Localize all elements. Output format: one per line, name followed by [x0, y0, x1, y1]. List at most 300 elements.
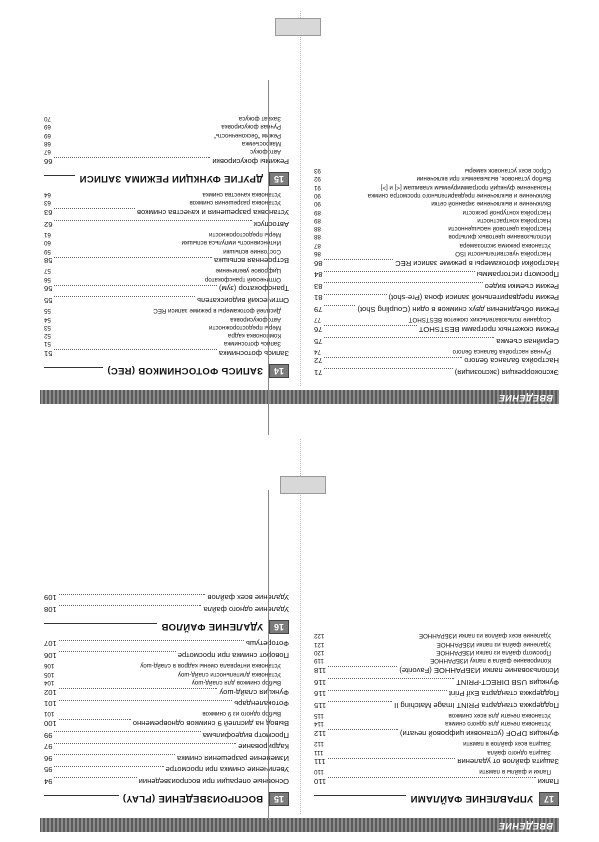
- toc-entry-page: 70: [44, 115, 51, 123]
- section-heading: [44, 172, 289, 186]
- toc-entry-page: 63: [44, 208, 53, 218]
- toc-entry-title: Оптический трансфокатор: [204, 275, 281, 283]
- toc-entry-title: Настройка баланса белого: [464, 356, 559, 366]
- toc-entry: [44, 238, 289, 246]
- toc-spread-top: [40, 437, 559, 832]
- toc-entry-title: Использование цветовых фильтров: [448, 233, 551, 241]
- toc-entry: [314, 711, 559, 719]
- toc-entry: [44, 709, 289, 717]
- toc-entry-title: Просмотр файла из папки ИЗБРАННОЕ: [436, 649, 551, 657]
- toc-entry-page: 115: [314, 712, 324, 720]
- toc-entry-title: Автоспуск: [253, 219, 289, 229]
- toc-entry: [44, 752, 289, 763]
- toc-entry-page: 112: [314, 740, 324, 748]
- toc-entry-title: Установка разрешения и качества снимков: [136, 208, 289, 218]
- toc-entry: [314, 257, 559, 268]
- toc-entry-title: Просмотр видеофильма: [202, 730, 289, 740]
- toc-entry-page: 88: [314, 233, 321, 241]
- toc-entry-page: 71: [314, 368, 323, 377]
- dot-leader: [54, 257, 212, 258]
- toc-entry-title: Поддержка стандарта PRINT Image Matching II: [394, 700, 559, 710]
- toc-entry-title: Удаление всех файлов из папки ИЗБРАННОЕ: [418, 632, 551, 640]
- toc-entry-page: 91: [314, 183, 321, 191]
- toc-entry-page: 51: [44, 349, 53, 358]
- toc-entry-page: 86: [314, 250, 321, 258]
- toc-entry: [314, 323, 559, 334]
- toc-entry-title: Изменение разрешения снимка: [177, 753, 289, 763]
- toc-entry-title: Установка качества снимка: [202, 191, 281, 199]
- toc-entry-page: 52: [44, 332, 51, 340]
- toc-entry: [44, 603, 289, 614]
- toc-entry: [44, 775, 289, 786]
- toc-entry-page: 74: [314, 347, 321, 355]
- toc-entry: [314, 335, 559, 346]
- toc-entry: [44, 218, 289, 229]
- toc-entry-page: 120: [314, 649, 325, 657]
- dot-leader: [59, 605, 202, 606]
- toc-entry: [314, 639, 559, 647]
- toc-entry: [314, 232, 559, 240]
- toc-entry: [314, 719, 559, 727]
- toc-entry-page: 92: [314, 175, 321, 183]
- toc-entry: [314, 292, 559, 303]
- toc-entry-title: Макросъемка: [241, 139, 281, 147]
- toc-entry-page: 89: [314, 208, 321, 216]
- toc-entry-title: Создание пользовательских сюжетов BESTSHOT: [408, 316, 551, 324]
- toc-entry: [314, 303, 559, 314]
- toc-entry-title: Режим сюжетных программ BESTSHOT: [418, 324, 559, 334]
- toc-entry-title: Режим съемки видео: [484, 281, 559, 291]
- toc-entry: [44, 255, 289, 266]
- toc-entry: [314, 366, 559, 377]
- dot-leader: [59, 688, 218, 689]
- dot-leader: [54, 285, 217, 286]
- toc-entry: [44, 139, 289, 147]
- page-tab-marker: [280, 476, 326, 494]
- section-number-badge: 15: [269, 172, 289, 186]
- toc-entry: [314, 747, 559, 755]
- toc-entry-page: 57: [44, 267, 51, 275]
- toc-entry-page: 86: [314, 258, 323, 268]
- section-number-badge: 16: [269, 620, 289, 634]
- toc-entry-title: Настройка чувствительности ISO: [455, 250, 551, 258]
- toc-entry: [44, 698, 289, 709]
- dot-leader: [324, 337, 494, 338]
- toc-entry-page: 83: [314, 281, 323, 291]
- toc-entry-page: 121: [314, 640, 325, 648]
- toc-entry-page: 67: [44, 148, 51, 156]
- toc-entry-page: 106: [44, 651, 57, 661]
- toc-entry: [44, 678, 289, 686]
- toc-entry-title: Настройка цветовой насыщенности: [448, 225, 551, 233]
- toc-entry-page: 115: [314, 700, 327, 710]
- toc-entry: [44, 266, 289, 274]
- toc-entry-title: Настройки фотокамеры в режиме записи REC: [395, 258, 559, 268]
- toc-entry-title: Использование папки ИЗБРАННОЕ (Favorite): [399, 665, 559, 675]
- dot-leader: [324, 325, 416, 326]
- dot-leader: [324, 294, 386, 295]
- toc-entry-page: 61: [44, 230, 51, 238]
- toc-column: [314, 166, 559, 382]
- toc-entry-page: 108: [44, 604, 57, 614]
- section-heading: [314, 792, 559, 806]
- toc-entry: [44, 638, 289, 649]
- toc-entry-title: Назначение функций программируемым клавишам [<] и [>]: [380, 183, 551, 191]
- dot-leader: [54, 208, 135, 209]
- toc-entry-title: Поддержка стандарта Exif Print: [448, 689, 559, 699]
- column-divider: [300, 439, 301, 814]
- dot-leader: [59, 640, 244, 641]
- page-tab-marker: [275, 18, 321, 36]
- toc-entry-title: Удаление одного файла: [203, 604, 289, 614]
- toc-entry: [44, 331, 289, 339]
- toc-entry-title: Фоторетушь: [245, 639, 289, 649]
- dot-leader: [328, 777, 536, 778]
- toc-entry-page: 56: [44, 284, 53, 294]
- toc-entry-title: Установка длительности слайд-шоу: [177, 670, 281, 678]
- toc-entry-page: 66: [44, 156, 53, 166]
- toc-entry-title: Папки и файлы в памяти: [479, 768, 551, 776]
- dot-leader: [324, 271, 474, 272]
- toc-entry-page: 90: [314, 200, 321, 208]
- toc-entry-title: Экспокоррекция (экспозиция): [454, 368, 559, 377]
- toc-entry: [44, 347, 289, 358]
- toc-entry-page: 95: [44, 765, 53, 775]
- toc-entry: [314, 727, 559, 738]
- toc-entry-page: 90: [314, 191, 321, 199]
- toc-column: [314, 631, 559, 810]
- toc-entry-page: 104: [44, 678, 55, 686]
- dot-leader: [328, 666, 397, 667]
- toc-entry: [44, 339, 289, 347]
- toc-entry: [314, 676, 559, 687]
- toc-entry-title: Функция USB DIRECT-PRINT: [456, 677, 559, 687]
- toc-entry-title: Фотокалендарь: [234, 699, 289, 709]
- toc-entry-page: 93: [314, 167, 321, 175]
- toc-entry-page: 84: [314, 270, 323, 280]
- toc-entry-title: Сброс всех установок камеры: [464, 167, 551, 175]
- dot-leader: [324, 305, 355, 306]
- toc-entry-title: Выбор одного из 9 снимков: [202, 710, 281, 718]
- toc-entry-title: Включение и выключение предварительного просмотра снимка: [367, 191, 551, 199]
- toc-entry-page: 97: [44, 742, 53, 752]
- toc-entry-title: Серийная съемка: [496, 336, 559, 346]
- toc-entry-title: Включение и выключение экранной сетки: [431, 200, 551, 208]
- gutter-line: [268, 490, 269, 820]
- toc-entry-page: 107: [44, 639, 57, 649]
- dot-leader: [328, 701, 392, 702]
- toc-entry-page: 118: [314, 665, 327, 675]
- toc-entry: [314, 355, 559, 366]
- toc-entry-page: 69: [44, 131, 51, 139]
- toc-entry: [44, 592, 289, 603]
- toc-entry-title: Захват фокуса: [238, 115, 281, 123]
- toc-entry: [44, 661, 289, 669]
- dot-leader: [54, 766, 163, 767]
- toc-entry-title: Защита файлов от удаления: [457, 757, 559, 767]
- toc-entry-page: 77: [314, 316, 321, 324]
- dot-leader: [324, 282, 482, 283]
- dot-leader: [54, 157, 210, 158]
- section-rule: [314, 795, 406, 803]
- dot-leader: [54, 777, 136, 778]
- toc-entry-page: 72: [314, 356, 323, 366]
- toc-entry: [314, 699, 559, 710]
- toc-entry: [314, 767, 559, 775]
- dot-leader: [59, 700, 232, 701]
- toc-entry-title: Установка интервала смены кадров в слайд-шоу: [140, 662, 281, 670]
- section-rule: [44, 795, 119, 803]
- section-title: ВОСПРОИЗВЕДЕНИЕ (PLAY): [122, 793, 263, 805]
- toc-entry: [44, 283, 289, 294]
- toc-entry-page: 58: [44, 256, 53, 266]
- toc-entry-title: Состояние вспышки: [223, 247, 281, 255]
- toc-entry-title: Папки: [537, 777, 559, 786]
- toc-entry: [314, 631, 559, 639]
- toc-entry: [44, 649, 289, 660]
- dot-leader: [324, 357, 462, 358]
- toc-entry-title: Встроенная вспышка: [214, 256, 289, 266]
- dot-leader: [328, 758, 456, 759]
- toc-entry-title: Удаление всех файлов: [207, 593, 289, 603]
- section-rule: [44, 367, 103, 375]
- toc-entry: [44, 686, 289, 697]
- toc-entry-title: Просмотр гистограммы: [476, 270, 559, 280]
- toc-entry-title: Автофокус: [250, 148, 281, 156]
- toc-entry-title: Защита одного файла: [487, 748, 551, 756]
- section-title: УПРАВЛЕНИЕ ФАЙЛАМИ: [410, 793, 533, 805]
- toc-entry: [44, 190, 289, 198]
- dot-leader: [324, 259, 393, 260]
- toc-entry-title: Режимы фокусировки: [212, 156, 289, 166]
- toc-entry-title: Цифровое увеличение: [215, 267, 281, 275]
- header-bar: [40, 390, 559, 404]
- toc-entry: [314, 269, 559, 280]
- dot-leader: [59, 651, 176, 652]
- toc-entry-title: Ручная настройка баланса белого: [452, 347, 551, 355]
- toc-entry-page: 116: [314, 677, 327, 687]
- toc-entry: [44, 246, 289, 254]
- toc-entry: [44, 717, 289, 728]
- toc-entry-page: 89: [314, 216, 321, 224]
- toc-entry-title: Режим "бесконечность": [213, 131, 281, 139]
- toc-entry-page: 109: [44, 593, 57, 603]
- toc-entry-title: Функция DPOF (установки цифровой печати): [399, 728, 559, 738]
- toc-entry-title: Режим объединения двух снимков в один (Coupling Shot): [357, 305, 559, 315]
- toc-entry-title: Основные операции при воспроизведении: [138, 777, 289, 786]
- toc-entry: [314, 207, 559, 215]
- dot-leader: [328, 729, 398, 730]
- toc-entry-page: 56: [44, 275, 51, 283]
- toc-entry-title: Защита всех файлов в памяти: [463, 740, 551, 748]
- toc-entry-title: Увеличение снимка при просмотре: [165, 765, 289, 775]
- toc-entry-title: Выбор установок, вызываемых при включении: [416, 175, 551, 183]
- toc-entry-page: 114: [314, 720, 324, 728]
- toc-entry: [314, 182, 559, 190]
- toc-entry-page: 94: [44, 777, 53, 786]
- toc-entry-page: 122: [314, 632, 325, 640]
- dot-leader: [54, 754, 175, 755]
- section-title: ЗАПИСЬ ФОТОСНИМКОВ (REC): [107, 365, 263, 377]
- toc-entry-page: 68: [44, 139, 51, 147]
- toc-entry: [44, 155, 289, 166]
- toc-spread-bottom: [40, 9, 559, 404]
- toc-column: [44, 114, 289, 382]
- toc-entry: [314, 756, 559, 767]
- toc-entry-title: Установка режима экспозамера: [459, 241, 551, 249]
- toc-entry: [44, 198, 289, 206]
- toc-entry-title: Установка печати для одного снимка: [445, 720, 551, 728]
- toc-entry-page: 106: [44, 662, 55, 670]
- toc-entry-title: Функция слайд-шоу: [219, 687, 289, 697]
- toc-entry-page: 81: [314, 293, 323, 303]
- toc-entry: [314, 174, 559, 182]
- toc-entry-title: Автофокусировка: [230, 315, 281, 323]
- toc-entry: [44, 130, 289, 138]
- toc-entry-page: 62: [44, 219, 53, 229]
- toc-entry-title: Ручная фокусировка: [221, 123, 281, 131]
- toc-entry: [44, 114, 289, 122]
- toc-entry-page: 101: [44, 699, 57, 709]
- toc-entry: [44, 147, 289, 155]
- section-number-badge: 14: [269, 364, 289, 378]
- header-label: ВВЕДЕНИЕ: [498, 821, 553, 831]
- toc-entry-title: Установка разрешения снимков: [189, 199, 281, 207]
- toc-entry: [44, 669, 289, 677]
- toc-entry-title: Трансфокатор (зум): [218, 284, 289, 294]
- toc-entry-page: 75: [314, 336, 323, 346]
- toc-entry-title: Поворот снимка при просмотре: [177, 651, 289, 661]
- toc-entry-page: 88: [314, 225, 321, 233]
- dot-leader: [59, 719, 131, 720]
- toc-entry: [314, 347, 559, 355]
- toc-entry-title: Меры предосторожности: [209, 230, 281, 238]
- toc-entry: [314, 664, 559, 675]
- section-heading: [44, 620, 289, 634]
- toc-entry-page: 54: [44, 315, 51, 323]
- toc-entry: [314, 280, 559, 291]
- toc-entry: [314, 688, 559, 699]
- toc-entry: [44, 306, 289, 314]
- toc-entry-page: 53: [44, 323, 51, 331]
- gutter-line: [268, 80, 269, 435]
- toc-column: [44, 592, 289, 810]
- toc-entry-page: 102: [44, 687, 57, 697]
- toc-entry: [44, 122, 289, 130]
- dot-leader: [54, 743, 236, 744]
- dot-leader: [328, 678, 454, 679]
- toc-entry: [44, 314, 289, 322]
- toc-entry-page: 76: [314, 324, 323, 334]
- toc-entry-page: 96: [44, 753, 53, 763]
- toc-entry: [44, 274, 289, 282]
- section-title: ДРУГИЕ ФУНКЦИИ РЕЖИМА ЗАПИСИ: [79, 173, 263, 185]
- toc-entry: [314, 216, 559, 224]
- toc-entry: [314, 648, 559, 656]
- toc-entry-page: 110: [314, 768, 324, 776]
- toc-entry-page: 51: [44, 340, 51, 348]
- header-label: ВВЕДЕНИЕ: [498, 393, 553, 403]
- toc-entry-title: Настройка контрастности: [477, 216, 551, 224]
- toc-entry-page: 69: [44, 123, 51, 131]
- toc-entry-page: 101: [44, 710, 55, 718]
- toc-entry-title: Оптический видоискатель: [197, 295, 289, 305]
- toc-entry-title: Выбор снимков для слайд-шоу: [191, 678, 281, 686]
- toc-entry-page: 99: [44, 730, 53, 740]
- toc-entry: [44, 741, 289, 752]
- toc-entry-title: Кадрирование: [238, 742, 289, 752]
- toc-entry-page: 112: [314, 728, 327, 738]
- toc-entry-page: 100: [44, 719, 57, 729]
- dot-leader: [59, 594, 206, 595]
- toc-entry: [314, 199, 559, 207]
- toc-entry: [314, 224, 559, 232]
- toc-entry-page: 64: [44, 191, 51, 199]
- toc-entry-title: Удаление файла из папки ИЗБРАННОЕ: [436, 640, 551, 648]
- section-heading: [44, 364, 289, 378]
- toc-entry: [44, 294, 289, 305]
- toc-entry-page: 110: [314, 777, 327, 786]
- section-title: УДАЛЕНИЕ ФАЙЛОВ: [161, 621, 263, 633]
- section-rule: [44, 623, 157, 631]
- section-heading: [44, 792, 289, 806]
- toc-entry-title: Меры предосторожности: [209, 323, 281, 331]
- toc-entry-page: 59: [44, 247, 51, 255]
- toc-entry-page: 60: [44, 239, 51, 247]
- toc-entry: [44, 764, 289, 775]
- dot-leader: [54, 220, 251, 221]
- toc-entry-page: 111: [314, 757, 326, 767]
- toc-entry: [44, 230, 289, 238]
- toc-entry-page: 116: [314, 689, 327, 699]
- toc-entry: [44, 323, 289, 331]
- toc-entry: [314, 315, 559, 323]
- toc-entry: [314, 166, 559, 174]
- toc-entry-page: 63: [44, 199, 51, 207]
- toc-entry-page: 87: [314, 241, 321, 249]
- toc-entry: [314, 775, 559, 786]
- section-number-badge: 17: [539, 792, 559, 806]
- toc-entry-title: Дисплей фотокамеры в режиме записи REC: [153, 307, 281, 315]
- toc-entry-title: Запись фотоснимка: [218, 349, 289, 358]
- column-divider: [300, 11, 301, 386]
- dot-leader: [328, 690, 447, 691]
- dot-leader: [54, 731, 200, 732]
- toc-entry: [314, 249, 559, 257]
- toc-entry-page: 105: [44, 670, 55, 678]
- toc-entry-title: Установка печати для всех снимков: [448, 712, 551, 720]
- section-rule: [44, 175, 75, 183]
- toc-entry-title: Копирование файла в папку ИЗБРАННОЕ: [430, 657, 551, 665]
- toc-entry: [314, 240, 559, 248]
- section-number-badge: 15: [269, 792, 289, 806]
- toc-entry: [44, 206, 289, 217]
- toc-entry-page: 55: [44, 295, 53, 305]
- toc-entry-title: Интенсивность импульса вспышки: [181, 239, 281, 247]
- dot-leader: [54, 349, 216, 350]
- toc-entry-title: Вывод на дисплей 9 снимков одновременно: [132, 719, 289, 729]
- toc-entry-page: 55: [44, 307, 51, 315]
- dot-leader: [324, 368, 452, 369]
- dot-leader: [54, 296, 195, 297]
- toc-entry-title: Режим предварительной записи фона (Pre-shot): [388, 293, 559, 303]
- header-bar: [40, 818, 559, 832]
- toc-entry-title: Настройка контурной резкости: [462, 208, 551, 216]
- spacer: [314, 378, 559, 382]
- toc-entry-page: 79: [314, 305, 323, 315]
- toc-entry-page: 119: [314, 657, 324, 665]
- toc-entry: [44, 729, 289, 740]
